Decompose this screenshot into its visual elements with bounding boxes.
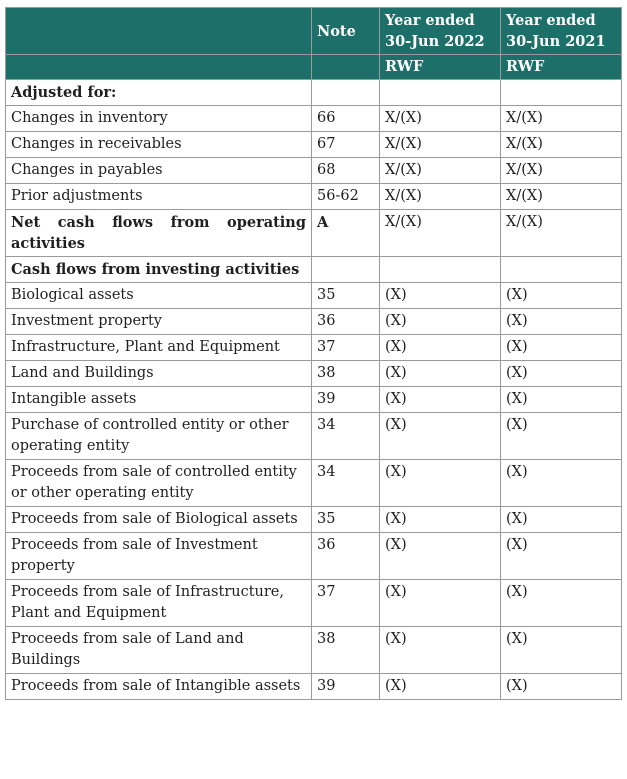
row-value-2021: X/(X) (501, 132, 622, 158)
row-label: Proceeds from sale of Infrastructure, Plant and Equipment (6, 580, 312, 627)
table-row (6, 387, 622, 413)
table-row (6, 627, 622, 674)
row-note: 34 (312, 460, 380, 507)
table-row (6, 674, 622, 700)
row-value-2022: (X) (380, 283, 501, 309)
row-value-2021: (X) (501, 309, 622, 335)
row-label: Land and Buildings (6, 361, 312, 387)
row-value-2021: (X) (501, 507, 622, 533)
row-label: Proceeds from sale of controlled entity or other operating entity (6, 460, 312, 507)
row-value-2022: (X) (380, 309, 501, 335)
table-row (6, 460, 622, 507)
row-label: Investment property (6, 309, 312, 335)
row-note: A (312, 210, 380, 257)
table-row (6, 184, 622, 210)
row-value-2021: (X) (501, 460, 622, 507)
year-2021-column-header (501, 8, 622, 55)
currency-note-blank-cell (312, 55, 380, 80)
table-row (6, 309, 622, 335)
row-note: 39 (312, 674, 380, 700)
row-value-2021: (X) (501, 335, 622, 361)
row-label: Cash flows from investing activities (6, 257, 312, 283)
table-row (6, 158, 622, 184)
row-value-2022: (X) (380, 507, 501, 533)
header-row (6, 8, 622, 55)
row-value-2021: X/(X) (501, 106, 622, 132)
row-note: 68 (312, 158, 380, 184)
row-label: Biological assets (6, 283, 312, 309)
row-note: 36 (312, 533, 380, 580)
row-label: Changes in inventory (6, 106, 312, 132)
row-note: 38 (312, 627, 380, 674)
row-value-2022: (X) (380, 580, 501, 627)
row-value-2022: X/(X) (380, 106, 501, 132)
row-value-2021: X/(X) (501, 210, 622, 257)
row-value-2022: (X) (380, 387, 501, 413)
table-body (6, 80, 622, 700)
row-value-2021 (501, 80, 622, 106)
row-label: Intangible assets (6, 387, 312, 413)
row-value-2021: (X) (501, 580, 622, 627)
currency-2021-label: RWF (501, 55, 622, 80)
note-column-header: Note (312, 8, 380, 55)
row-note: 35 (312, 283, 380, 309)
table-row (6, 413, 622, 460)
row-value-2022: (X) (380, 361, 501, 387)
row-label: Proceeds from sale of Biological assets (6, 507, 312, 533)
row-label: Changes in payables (6, 158, 312, 184)
table-row (6, 361, 622, 387)
row-note: 35 (312, 507, 380, 533)
header-blank-cell (6, 8, 312, 55)
row-value-2022 (380, 257, 501, 283)
year-2021-line1: Year ended (506, 12, 596, 29)
row-note: 67 (312, 132, 380, 158)
row-value-2021: X/(X) (501, 184, 622, 210)
row-label: Adjusted for: (6, 80, 312, 106)
row-value-2021: (X) (501, 283, 622, 309)
row-label: Proceeds from sale of Land and Buildings (6, 627, 312, 674)
row-label: Changes in receivables (6, 132, 312, 158)
currency-2022-label: RWF (380, 55, 501, 80)
table-row (6, 106, 622, 132)
table-row (6, 257, 622, 283)
row-note: 39 (312, 387, 380, 413)
row-value-2022: X/(X) (380, 158, 501, 184)
year-2021-line2: 30-Jun 2021 (506, 33, 606, 50)
row-value-2022: (X) (380, 627, 501, 674)
row-note: 38 (312, 361, 380, 387)
row-note: 36 (312, 309, 380, 335)
row-value-2022: (X) (380, 533, 501, 580)
currency-blank-cell (6, 55, 312, 80)
row-value-2022: (X) (380, 335, 501, 361)
table-row (6, 580, 622, 627)
row-value-2021 (501, 257, 622, 283)
row-value-2021: (X) (501, 413, 622, 460)
row-note: 37 (312, 335, 380, 361)
row-value-2021: (X) (501, 533, 622, 580)
row-note (312, 80, 380, 106)
table-row (6, 533, 622, 580)
cash-flow-table (5, 7, 622, 700)
row-value-2022: (X) (380, 413, 501, 460)
row-label: Prior adjustments (6, 184, 312, 210)
row-label: Proceeds from sale of Intangible assets (6, 674, 312, 700)
row-value-2022: X/(X) (380, 210, 501, 257)
year-2022-line1: Year ended (385, 12, 475, 29)
table-row (6, 335, 622, 361)
row-value-2022 (380, 80, 501, 106)
year-2022-line2: 30-Jun 2022 (385, 33, 485, 50)
row-value-2022: (X) (380, 674, 501, 700)
row-value-2021: (X) (501, 627, 622, 674)
year-2022-column-header (380, 8, 501, 55)
row-label: Purchase of controlled entity or other operating entity (6, 413, 312, 460)
row-label: Net cash flows from operating activities (6, 210, 312, 257)
row-note: 37 (312, 580, 380, 627)
row-value-2021: (X) (501, 361, 622, 387)
row-label: Proceeds from sale of Investment property (6, 533, 312, 580)
row-value-2022: X/(X) (380, 184, 501, 210)
row-value-2021: (X) (501, 387, 622, 413)
table-row (6, 80, 622, 106)
row-value-2022: (X) (380, 460, 501, 507)
row-value-2021: (X) (501, 674, 622, 700)
table-row (6, 507, 622, 533)
table-row (6, 283, 622, 309)
row-note (312, 257, 380, 283)
row-note: 56-62 (312, 184, 380, 210)
row-note: 34 (312, 413, 380, 460)
table-row (6, 210, 622, 257)
table-row (6, 132, 622, 158)
row-note: 66 (312, 106, 380, 132)
currency-row (6, 55, 622, 80)
row-label: Infrastructure, Plant and Equipment (6, 335, 312, 361)
table-header (6, 8, 622, 80)
row-value-2022: X/(X) (380, 132, 501, 158)
row-value-2021: X/(X) (501, 158, 622, 184)
